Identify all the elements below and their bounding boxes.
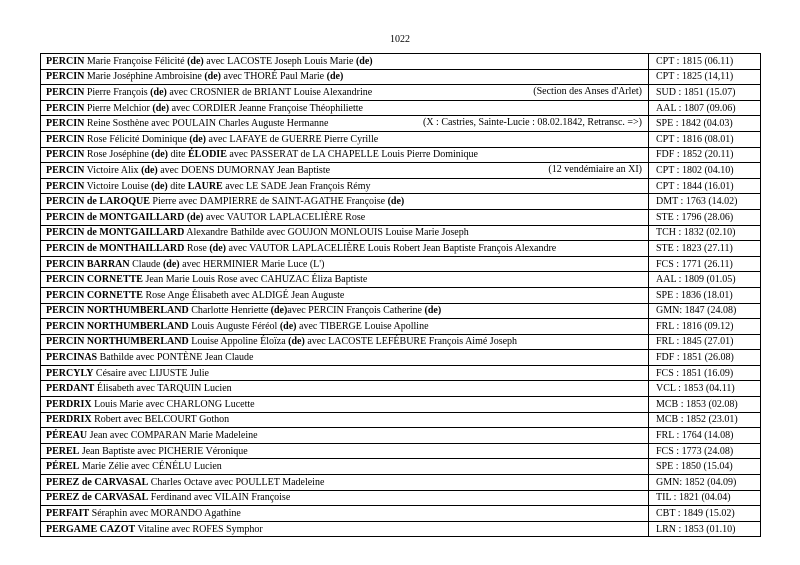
table-row [41,412,761,428]
entry-cell [41,147,649,163]
table-row [41,116,761,132]
surname: PERCIN NORTHUMBERLAND [46,320,189,332]
table-row [41,303,761,319]
entry-text: Robert avec BELCOURT Gothon [91,414,230,426]
table-row [41,163,761,179]
entry-text: Louis Auguste Féréol (de) avec TIBERGE Louise Apolline [188,320,429,332]
page-number: 1022 [390,34,410,45]
entry-cell [41,163,649,179]
entry-text: Marie Joséphine Ambroisine (de) avec THORÉ Paul Marie (de) [84,71,344,83]
record-code: CPT : 1802 (04.10) [649,163,761,179]
entry-cell [41,521,649,537]
table-row [41,506,761,522]
entry-cell [41,85,649,101]
record-code: CPT : 1816 (08.01) [649,131,761,147]
entry-text: Louise Appoline Éloïza (de) avec LACOSTE LEFÉBURE François Aimé Joseph [188,336,518,348]
surname: PERCIN de MONTGAILLARD [46,211,185,223]
table-row [41,100,761,116]
surname: PERDANT [46,383,95,395]
surname: PERCIN NORTHUMBERLAND [46,336,189,348]
record-code: STE : 1796 (28.06) [649,209,761,225]
surname: PERCIN de MONTHAILLARD [46,242,185,254]
record-code: FDF : 1852 (20.11) [649,147,761,163]
surname: PERCYLY [46,367,94,379]
table-row [41,475,761,491]
entry-text: Claude (de) avec HERMINIER Marie Luce (L') [129,258,325,270]
record-code: CPT : 1844 (16.01) [649,178,761,194]
surname: PERCIN [46,71,85,83]
entry-note: (X : Castries, Sainte-Lucie : 08.02.1842, Retransc. =>) [422,117,642,129]
entry-text: Jean Marie Louis Rose avec CAHUZAC Éliza Baptiste [142,274,368,286]
entry-text: (de) avec VAUTOR LAPLACELIÈRE Rose [186,211,366,223]
entry-cell [41,381,649,397]
table-row [41,459,761,475]
record-code: CBT : 1849 (15.02) [649,506,761,522]
record-code: VCL : 1853 (04.11) [649,381,761,397]
entry-text: Marie Zélie avec CÉNÉLU Lucien [79,461,222,473]
record-code: GMN: 1852 (04.09) [649,475,761,491]
entry-cell [41,443,649,459]
entry-text: Césaire avec LIJUSTE Julie [93,367,209,379]
table-row [41,381,761,397]
entry-cell [41,209,649,225]
entry-cell [41,334,649,350]
surname: PERCIN BARRAN [46,258,130,270]
entry-cell [41,225,649,241]
entry-cell [41,287,649,303]
entry-cell [41,365,649,381]
table-row [41,428,761,444]
record-code: SPE : 1836 (18.01) [649,287,761,303]
record-code: SPE : 1842 (04.03) [649,116,761,132]
table-row [41,178,761,194]
entry-cell [41,194,649,210]
surname: PERDRIX [46,398,92,410]
table-row [41,209,761,225]
record-code: SPE : 1850 (15.04) [649,459,761,475]
entry-cell [41,350,649,366]
record-code: FRL : 1764 (14.08) [649,428,761,444]
record-code: AAL : 1809 (01.05) [649,272,761,288]
table-row [41,256,761,272]
entry-cell [41,116,649,132]
entry-text: Séraphin avec MORANDO Agathine [89,508,241,520]
marriage-register-table [40,53,761,537]
entry-text: Bathilde avec PONTÈNE Jean Claude [97,352,254,364]
entry-text: Rose Joséphine (de) dite ÉLODIE avec PASSERAT de LA CHAPELLE Louis Pierre Dominique [84,149,478,161]
record-code: MCB : 1853 (02.08) [649,397,761,413]
entry-text: Rose Ange Élisabeth avec ALDIGÉ Jean Auguste [142,289,345,301]
table-row [41,131,761,147]
entry-cell [41,131,649,147]
table-row [41,319,761,335]
entry-text: Marie Françoise Félicité (de) avec LACOSTE Joseph Louis Marie (de) [84,55,373,67]
table-row [41,287,761,303]
entry-text: Rose (de) avec VAUTOR LAPLACELIÈRE Louis Robert Jean Baptiste François Alexandre [184,242,557,254]
surname: PERCINAS [46,352,98,364]
table-row [41,397,761,413]
record-code: CPT : 1825 (14,11) [649,69,761,85]
record-code: LRN : 1853 (01.10) [649,521,761,537]
entry-text: Pierre avec DAMPIERRE de SAINT-AGATHE Françoise (de) [149,196,405,208]
entry-text: Jean avec COMPARAN Marie Madeleine [87,430,258,442]
record-code: GMN: 1847 (24.08) [649,303,761,319]
entry-text: Pierre François (de) avec CROSNIER de BRIANT Louise Alexandrine [84,86,373,98]
table-row [41,490,761,506]
record-code: FDF : 1851 (26.08) [649,350,761,366]
surname: PERCIN [46,102,85,114]
surname: PERCIN CORNETTE [46,289,143,301]
record-code: FCS : 1771 (26.11) [649,256,761,272]
entry-text: Pierre Melchior (de) avec CORDIER Jeanne Françoise Théophiliette [84,102,363,114]
table-row [41,225,761,241]
entry-cell [41,397,649,413]
surname: PÉREAU [46,430,88,442]
entry-cell [41,490,649,506]
table-row [41,365,761,381]
surname: PERDRIX [46,414,92,426]
record-code: FCS : 1773 (24.08) [649,443,761,459]
entry-text: Victoire Alix (de) avec DOENS DUMORNAY Jean Baptiste [84,164,331,176]
table-row [41,85,761,101]
table-row [41,147,761,163]
entry-text: Victoire Louise (de) dite LAURE avec LE SADE Jean François Rémy [84,180,371,192]
entry-text: Alexandre Bathilde avec GOUJON MONLOUIS Louise Marie Joseph [184,227,469,239]
entry-cell [41,428,649,444]
table-row [41,334,761,350]
record-code: SUD : 1851 (15.07) [649,85,761,101]
entry-cell [41,69,649,85]
record-code: AAL : 1807 (09.06) [649,100,761,116]
table-row [41,443,761,459]
entry-text: Rose Félicité Dominique (de) avec LAFAYE de GUERRE Pierre Cyrille [84,133,379,145]
entry-text: Charles Octave avec POULLET Madeleine [148,476,325,488]
record-code: FRL : 1816 (09.12) [649,319,761,335]
table-row [41,194,761,210]
record-code: STE : 1823 (27.11) [649,241,761,257]
entry-cell [41,100,649,116]
entry-text: Vitaline avec ROFES Symphor [135,523,263,535]
surname: PERCIN de MONTGAILLARD [46,227,185,239]
entry-text: Reine Sosthène avec POULAIN Charles Auguste Hermanne [84,118,329,130]
entry-cell [41,241,649,257]
entry-cell [41,319,649,335]
entry-text: Ferdinand avec VILAIN Françoise [148,492,291,504]
surname: PERCIN [46,180,85,192]
entry-cell [41,54,649,70]
record-code: CPT : 1815 (06.11) [649,54,761,70]
surname: PERCIN de LAROQUE [46,196,150,208]
record-code: MCB : 1852 (23.01) [649,412,761,428]
entry-text: Élisabeth avec TARQUIN Lucien [94,383,232,395]
surname: PERCIN [46,86,85,98]
surname: PEREZ de CARVASAL [46,476,149,488]
record-code: FRL : 1845 (27.01) [649,334,761,350]
surname: PERFAIT [46,508,90,520]
table-row [41,521,761,537]
entry-cell [41,272,649,288]
entry-text: Jean Baptiste avec PICHERIE Véronique [79,445,248,457]
record-code: DMT : 1763 (14.02) [649,194,761,210]
surname: PERCIN NORTHUMBERLAND [46,305,189,317]
surname: PERCIN [46,149,85,161]
record-code: TIL : 1821 (04.04) [649,490,761,506]
entry-cell [41,506,649,522]
table-row [41,241,761,257]
surname: PEREZ de CARVASAL [46,492,149,504]
table-row [41,69,761,85]
entry-note: (Section des Anses d'Arlet) [533,86,642,98]
entry-text: Charlotte Henriette (de)avec PERCIN François Catherine (de) [188,305,442,317]
surname: PERCIN [46,164,85,176]
entry-cell [41,475,649,491]
surname: PÉREL [46,461,80,473]
surname: PERCIN CORNETTE [46,274,143,286]
surname: PERCIN [46,133,85,145]
entry-cell [41,459,649,475]
entry-cell [41,303,649,319]
record-code: TCH : 1832 (02.10) [649,225,761,241]
entry-cell [41,412,649,428]
entry-text: Louis Marie avec CHARLONG Lucette [91,398,255,410]
surname: PERGAME CAZOT [46,523,136,535]
surname: PERCIN [46,118,85,130]
table-row [41,54,761,70]
entry-note: (12 vendémiaire an XI) [548,164,642,176]
entry-cell [41,256,649,272]
entry-cell [41,178,649,194]
record-code: FCS : 1851 (16.09) [649,365,761,381]
table-row [41,272,761,288]
table-row [41,350,761,366]
surname: PEREL [46,445,80,457]
surname: PERCIN [46,55,85,67]
